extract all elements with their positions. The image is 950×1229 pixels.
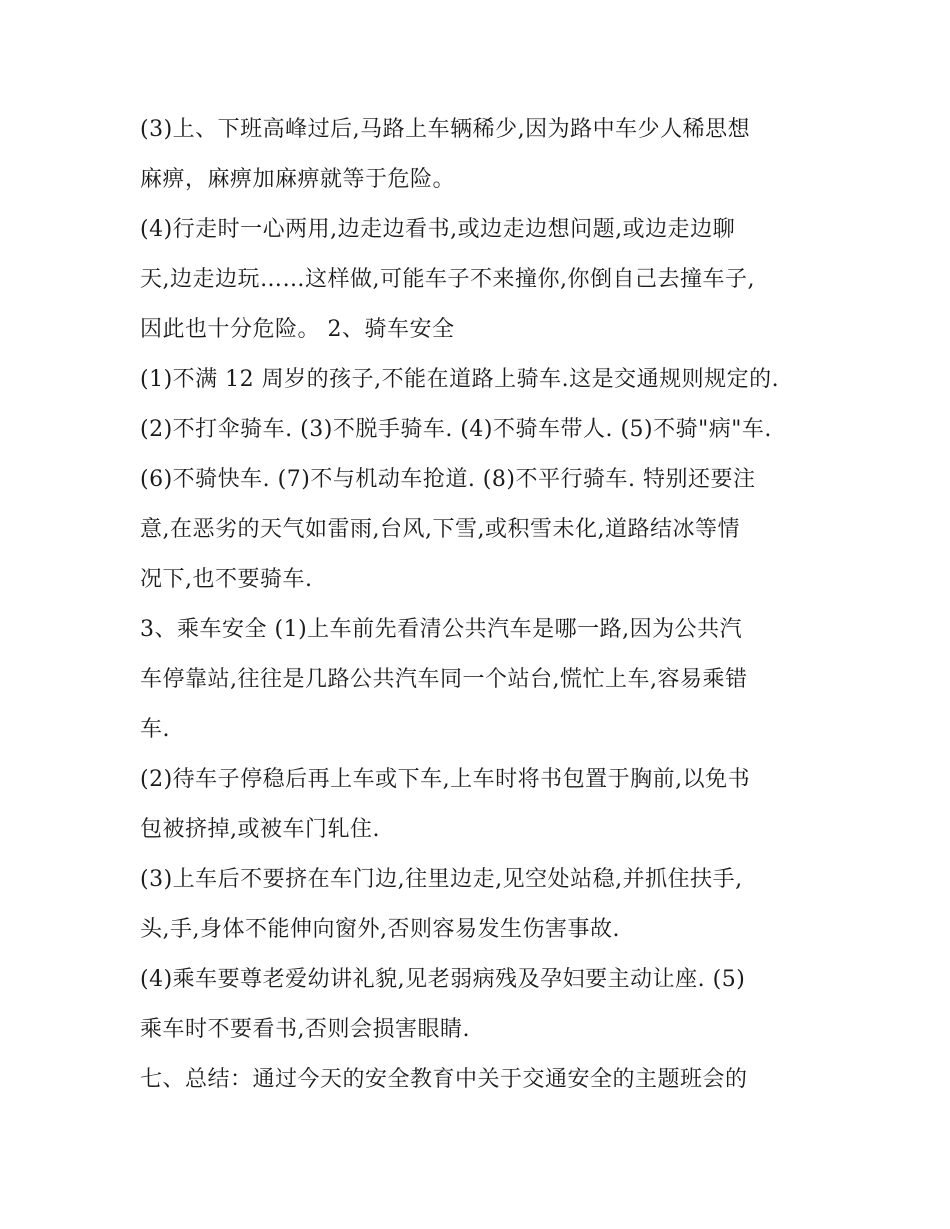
text-line: (3)上、下班高峰过后,马路上车辆稀少,因为路中车少人稀思想 — [140, 117, 751, 142]
text-line: 车停靠站,往往是几路公共汽车同一个站台,慌忙上车,容易乘错 — [140, 667, 748, 692]
text-line: (3)上车后不要挤在车门边,往里边走,见空处站稳,并抓住扶手, — [140, 867, 743, 892]
text-line: (2)待车子停稳后再上车或下车,上车时将书包置于胸前,以免书 — [140, 767, 751, 792]
text-line: (6)不骑快车. (7)不与机动车抢道. (8)不平行骑车. 特别还要注 — [140, 467, 756, 492]
text-line: (2)不打伞骑车. (3)不脱手骑车. (4)不骑车带人. (5)不骑"病"车. — [140, 417, 772, 442]
text-line: (4)乘车要尊老爱幼讲礼貌,见老弱病残及孕妇要主动让座. (5) — [140, 967, 746, 992]
text-line: (1)不满 12 周岁的孩子,不能在道路上骑车.这是交通规则规定的. — [140, 367, 780, 392]
text-line: 因此也十分危险。 2、骑车安全 — [140, 317, 455, 342]
text-line: 麻痹，麻痹加麻痹就等于危险。 — [140, 167, 456, 192]
text-line: 七、总结：通过今天的安全教育中关于交通安全的主题班会的 — [140, 1067, 748, 1092]
text-line: 包被挤掉,或被车门轧住. — [140, 817, 380, 842]
text-line: 乘车时不要看书,否则会损害眼睛. — [140, 1017, 470, 1042]
text-line: (4)行走时一心两用,边走边看书,或边走边想问题,或边走边聊 — [140, 217, 736, 242]
text-line: 况下,也不要骑车. — [140, 567, 313, 592]
text-line: 车. — [140, 717, 170, 742]
text-line: 3、乘车安全 (1)上车前先看清公共汽车是哪一路,因为公共汽 — [140, 617, 743, 642]
text-line: 头,手,身体不能伸向窗外,否则容易发生伤害事故. — [140, 917, 620, 942]
document-body — [140, 105, 820, 1105]
text-line: 天,边走边玩……这样做,可能车子不来撞你,你倒自己去撞车子, — [140, 267, 755, 292]
text-line: 意,在恶劣的天气如雷雨,台风,下雪,或积雪未化,道路结冰等情 — [140, 517, 740, 542]
